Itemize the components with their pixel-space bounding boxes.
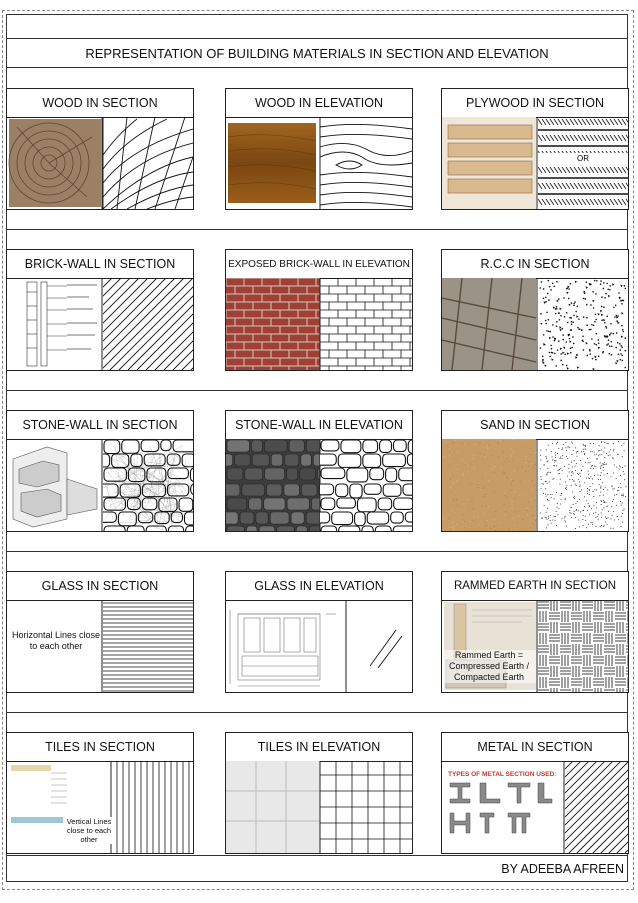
rcc-dots <box>539 280 626 370</box>
panel-brick-wall-section <box>6 249 194 371</box>
panel-wood-section <box>6 88 194 210</box>
glass-horizontal-lines <box>103 603 193 691</box>
brick-elevation-pattern <box>320 278 412 370</box>
brick-wall-section-drawing <box>7 278 193 370</box>
panel-glass-section <box>6 571 194 693</box>
glass-elevation-drawing <box>226 600 412 692</box>
panel-exposed-brick-elevation <box>225 249 413 371</box>
plywood-hatch <box>538 119 628 209</box>
panel-title: RAMMED EARTH IN SECTION <box>442 572 628 601</box>
tiles-section-note: Vertical Lines close to each other <box>63 817 115 844</box>
panel-title: PLYWOOD IN SECTION <box>442 89 628 118</box>
metal-types-label: TYPES OF METAL SECTION USED: <box>448 771 557 778</box>
panel-plywood-section <box>441 88 629 210</box>
rcc-section-drawing <box>442 278 628 370</box>
panel-title: WOOD IN SECTION <box>7 89 193 118</box>
sheet-title <box>6 38 628 68</box>
panel-stone-wall-elevation <box>225 410 413 532</box>
stone-wall-section-drawing <box>7 439 193 531</box>
panel-title: STONE-WALL IN SECTION <box>7 411 193 440</box>
brick-elevation-drawing <box>226 278 412 370</box>
panel-tiles-section <box>6 732 194 854</box>
panel-title: TILES IN ELEVATION <box>226 733 412 762</box>
panel-sand-section <box>441 410 629 532</box>
row-separator <box>6 229 628 230</box>
stone-elevation-pattern <box>315 440 412 531</box>
plywood-section-drawing <box>442 117 628 209</box>
panel-metal-section <box>441 732 629 854</box>
panel-title: WOOD IN ELEVATION <box>226 89 412 118</box>
plywood-or-label: OR <box>577 154 589 163</box>
rammed-earth-note: Rammed Earth = Compressed Earth / Compacted Earth <box>442 650 536 683</box>
sheet-title-text: REPRESENTATION OF BUILDING MATERIALS IN SECTION AND ELEVATION <box>85 45 549 61</box>
stone-wall-elevation-drawing <box>226 439 412 531</box>
panel-title: METAL IN SECTION <box>442 733 628 762</box>
panel-wood-elevation <box>225 88 413 210</box>
panel-title: SAND IN SECTION <box>442 411 628 440</box>
panel-title: STONE-WALL IN ELEVATION <box>226 411 412 440</box>
panel-title: GLASS IN ELEVATION <box>226 572 412 601</box>
panel-rcc-section <box>441 249 629 371</box>
row-separator <box>6 390 628 391</box>
panel-title: TILES IN SECTION <box>7 733 193 762</box>
tiles-vertical-lines <box>117 761 189 853</box>
sand-section-drawing <box>442 439 628 531</box>
row-separator <box>6 712 628 713</box>
rammed-earth-weave <box>538 600 628 692</box>
panel-rammed-earth-section <box>441 571 629 693</box>
glass-section-note: Horizontal Lines close to each other <box>11 630 101 651</box>
panel-title: R.C.C IN SECTION <box>442 250 628 279</box>
panel-title: GLASS IN SECTION <box>7 572 193 601</box>
panel-title: BRICK-WALL IN SECTION <box>7 250 193 279</box>
wood-elevation-drawing <box>226 117 412 209</box>
panel-title: EXPOSED BRICK-WALL IN ELEVATION <box>226 250 412 279</box>
panel-stone-wall-section <box>6 410 194 532</box>
sand-dots <box>540 441 627 529</box>
tiles-elevation-drawing <box>226 761 412 853</box>
row-separator <box>6 855 628 856</box>
stone-section-pattern <box>98 440 193 531</box>
panel-glass-elevation <box>225 571 413 693</box>
wood-section-drawing <box>7 117 193 209</box>
author-credit: BY ADEEBA AFREEN <box>501 862 624 876</box>
row-separator <box>6 551 628 552</box>
panel-tiles-elevation <box>225 732 413 854</box>
tiles-grid <box>320 761 412 853</box>
